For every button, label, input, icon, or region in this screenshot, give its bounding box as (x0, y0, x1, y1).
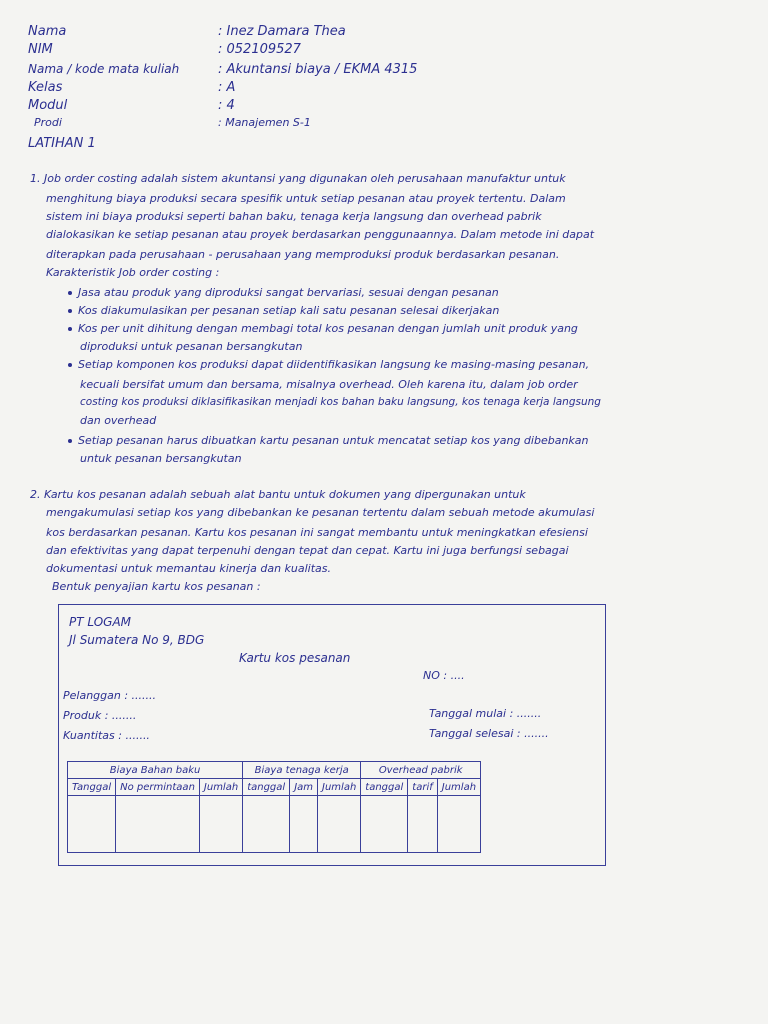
group-overhead: Overhead pabrik (361, 762, 481, 779)
bullet-dot (68, 327, 72, 331)
q1-bullet-cont: dan overhead (80, 414, 157, 427)
header-label-modul: Modul (28, 98, 68, 113)
q1-bullet-cont: kecuali bersifat umum dan bersama, misalnya overhead. Oleh karena itu, dalam job order (80, 378, 578, 391)
table-cell (361, 796, 408, 853)
group-bahan-baku: Biaya Bahan baku (68, 762, 243, 779)
table-cell (318, 796, 361, 853)
job-cost-card (58, 604, 606, 866)
q1-bullet-cont: diproduksi untuk pesanan bersangkutan (80, 340, 303, 353)
q1-bullet-text: Jasa atau produk yang diproduksi sangat bervariasi, sesuai dengan pesanan (78, 286, 499, 299)
q2-line: mengakumulasi setiap kos yang dibebankan ke pesanan tertentu dalam sebuah metode akumulasi (46, 506, 595, 519)
table-group-row (68, 762, 481, 779)
table-cell (199, 796, 242, 853)
header-value-nim: : 052109527 (218, 42, 301, 57)
table-cell (68, 796, 116, 853)
table-cell (243, 796, 290, 853)
col-header: Jumlah (318, 779, 361, 796)
q1-line: diterapkan pada perusahaan - perusahaan yang memproduksi produk berdasarkan pesanan. (46, 248, 560, 261)
table-cell (290, 796, 318, 853)
q1-bullet (68, 434, 589, 447)
q2-line: 2. Kartu kos pesanan adalah sebuah alat bantu untuk dokumen yang dipergunakan untuk (30, 488, 526, 501)
card-address: Jl Sumatera No 9, BDG (69, 633, 205, 647)
q1-line: 1. Job order costing adalah sistem akuntansi yang digunakan oleh perusahaan manufaktur untuk (30, 172, 566, 185)
q1-bullet (68, 358, 589, 371)
q1-bullet-cont: costing kos produksi diklasifikasikan menjadi kos bahan baku langsung, kos tenaga kerja langsung (80, 396, 601, 408)
table-header-row (68, 779, 481, 796)
header-value-modul: : 4 (218, 98, 235, 113)
bullet-dot (68, 439, 72, 443)
card-pelanggan: Pelanggan : ....... (63, 689, 157, 702)
card-title: Kartu kos pesanan (239, 651, 351, 665)
header-label-nim: NIM (28, 42, 53, 57)
header-label-prodi: Prodi (34, 116, 62, 129)
header-value-nama: : Inez Damara Thea (218, 24, 346, 39)
q1-bullet-cont: untuk pesanan bersangkutan (80, 452, 242, 465)
header-label-nama: Nama (28, 24, 67, 39)
col-header: Jumlah (437, 779, 480, 796)
q1-bullet (68, 304, 499, 317)
table-cell (408, 796, 437, 853)
table-row (68, 796, 481, 853)
q1-bullet (68, 322, 578, 335)
col-header: tanggal (243, 779, 290, 796)
page-title: LATIHAN 1 (28, 136, 96, 151)
card-number: NO : .... (423, 669, 465, 682)
col-header: Jam (290, 779, 318, 796)
card-kuantitas: Kuantitas : ....... (63, 729, 150, 742)
header-label-matkul: Nama / kode mata kuliah (28, 62, 180, 76)
q1-bullet (68, 286, 499, 299)
col-header: No permintaan (116, 779, 200, 796)
q2-line: dan efektivitas yang dapat terpenuhi dengan tepat dan cepat. Kartu ini juga berfungsi sebagai (46, 544, 569, 557)
q1-line: menghitung biaya produksi secara spesifik untuk setiap pesanan atau proyek tertentu. Dalam (46, 192, 566, 205)
card-tanggal-selesai: Tanggal selesai : ....... (429, 727, 549, 740)
col-header: tanggal (361, 779, 408, 796)
q1-bullet-text: Kos per unit dihitung dengan membagi total kos pesanan dengan jumlah unit produk yang (78, 322, 578, 335)
bullet-dot (68, 309, 72, 313)
table-cell (116, 796, 200, 853)
header-value-prodi: : Manajemen S-1 (218, 116, 311, 129)
bullet-dot (68, 291, 72, 295)
q1-bullet-text: Kos diakumulasikan per pesanan setiap kali satu pesanan selesai dikerjakan (78, 304, 500, 317)
q1-bullet-text: Setiap pesanan harus dibuatkan kartu pesanan untuk mencatat setiap kos yang dibebankan (78, 434, 589, 447)
table-cell (437, 796, 480, 853)
card-produk: Produk : ....... (63, 709, 137, 722)
card-company: PT LOGAM (69, 615, 132, 629)
q2-line: dokumentasi untuk memantau kinerja dan kualitas. (46, 562, 332, 575)
col-header: Tanggal (68, 779, 116, 796)
header-value-kelas: : A (218, 80, 236, 95)
header-value-matkul: : Akuntansi biaya / EKMA 4315 (218, 62, 418, 77)
q2-line: kos berdasarkan pesanan. Kartu kos pesanan ini sangat membantu untuk meningkatkan efesiensi (46, 526, 588, 539)
col-header: tarif (408, 779, 437, 796)
q1-bullet-text: Setiap komponen kos produksi dapat diidentifikasikan langsung ke masing-masing pesanan, (78, 358, 590, 371)
bleed-through-texture (420, 30, 748, 160)
q2-line: Bentuk penyajian kartu kos pesanan : (52, 580, 261, 593)
card-tanggal-mulai: Tanggal mulai : ....... (429, 707, 542, 720)
q1-line: Karakteristik Job order costing : (46, 266, 220, 279)
q1-line: dialokasikan ke setiap pesanan atau proyek berdasarkan penggunaannya. Dalam metode ini dapat (46, 228, 595, 241)
cost-card-table (67, 761, 481, 853)
col-header: Jumlah (199, 779, 242, 796)
header-label-kelas: Kelas (28, 80, 63, 95)
bullet-dot (68, 363, 72, 367)
q1-line: sistem ini biaya produksi seperti bahan baku, tenaga kerja langsung dan overhead pabrik (46, 210, 542, 223)
group-tenaga-kerja: Biaya tenaga kerja (243, 762, 361, 779)
